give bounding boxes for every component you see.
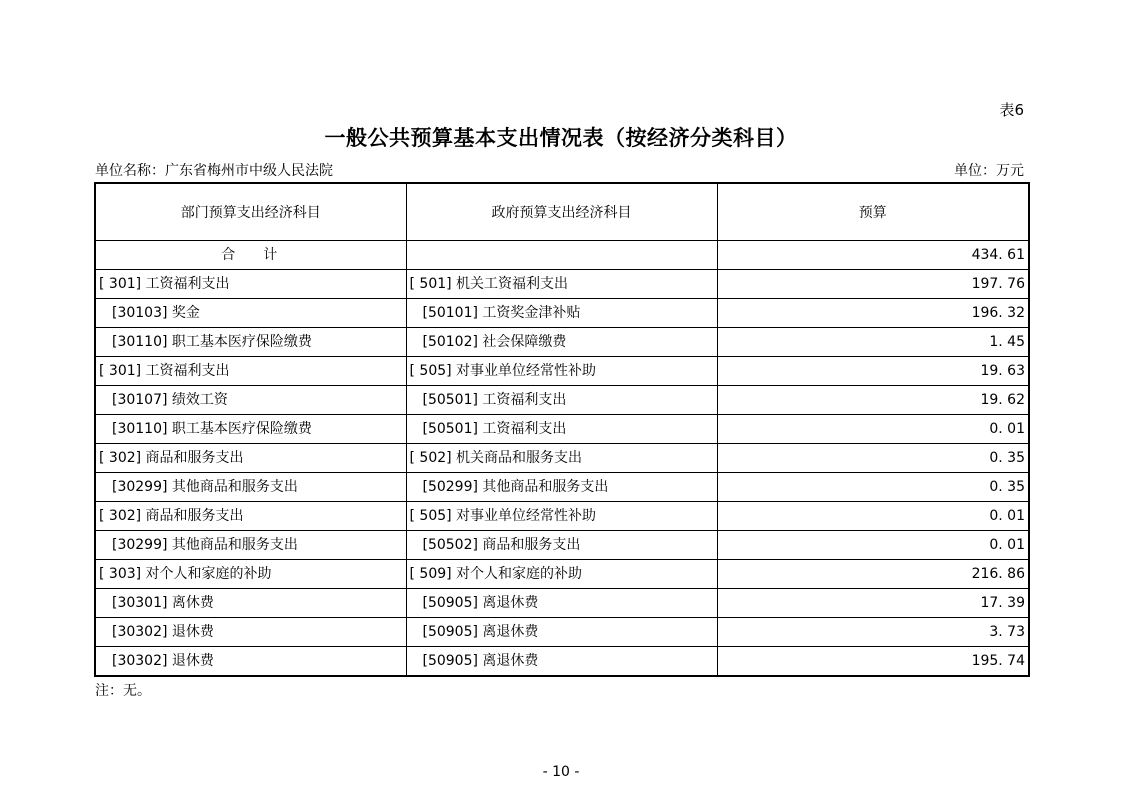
- cell-dept: [ 301] 工资福利支出: [95, 270, 406, 299]
- header-gov: 政府预算支出经济科目: [406, 183, 717, 241]
- header-dept: 部门预算支出经济科目: [95, 183, 406, 241]
- cell-dept: [30107] 绩效工资: [95, 386, 406, 415]
- table-row: [95, 328, 1029, 357]
- cell-dept: [ 302] 商品和服务支出: [95, 444, 406, 473]
- page-title: 一般公共预算基本支出情况表（按经济分类科目）: [324, 126, 798, 150]
- cell-amount: 0. 01: [717, 415, 1029, 444]
- table-row: [95, 473, 1029, 502]
- cell-amount: 19. 62: [717, 386, 1029, 415]
- cell-dept: [30103] 奖金: [95, 299, 406, 328]
- cell-gov: [50905] 离退休费: [406, 647, 717, 677]
- table-row: [95, 270, 1029, 299]
- cell-gov: [50502] 商品和服务支出: [406, 531, 717, 560]
- table-row: [95, 444, 1029, 473]
- note: 注：无。: [95, 683, 151, 699]
- table-row: [95, 589, 1029, 618]
- table-number: 表6: [999, 101, 1024, 119]
- cell-amount: 0. 35: [717, 444, 1029, 473]
- cell-amount: 3. 73: [717, 618, 1029, 647]
- cell-amount: 1. 45: [717, 328, 1029, 357]
- cell-amount: 19. 63: [717, 357, 1029, 386]
- cell-gov: [ 505] 对事业单位经常性补助: [406, 357, 717, 386]
- page-number: - 10 -: [542, 764, 580, 780]
- table-row: [95, 502, 1029, 531]
- budget-table: [94, 182, 1030, 677]
- table-row: [95, 299, 1029, 328]
- cell-dept: [30299] 其他商品和服务支出: [95, 531, 406, 560]
- cell-amount: 216. 86: [717, 560, 1029, 589]
- total-amount: 434. 61: [717, 241, 1029, 270]
- unit-label: 单位：万元: [954, 163, 1024, 179]
- cell-dept: [30110] 职工基本医疗保险缴费: [95, 415, 406, 444]
- cell-gov: [50905] 离退休费: [406, 589, 717, 618]
- cell-amount: 195. 74: [717, 647, 1029, 677]
- table-row: [95, 560, 1029, 589]
- cell-dept: [ 302] 商品和服务支出: [95, 502, 406, 531]
- table-row: [95, 531, 1029, 560]
- cell-gov: [ 502] 机关商品和服务支出: [406, 444, 717, 473]
- table-row: [95, 357, 1029, 386]
- cell-amount: 0. 01: [717, 502, 1029, 531]
- unit-name: 单位名称：广东省梅州市中级人民法院: [95, 163, 333, 179]
- total-label: 合计: [95, 241, 406, 270]
- table-header-row: [95, 183, 1029, 241]
- table-row: [95, 386, 1029, 415]
- cell-gov: [50101] 工资奖金津补贴: [406, 299, 717, 328]
- header-budget: 预算: [717, 183, 1029, 241]
- cell-amount: 0. 01: [717, 531, 1029, 560]
- table-row: [95, 415, 1029, 444]
- total-row: [95, 241, 1029, 270]
- table-row: [95, 618, 1029, 647]
- cell-amount: 17. 39: [717, 589, 1029, 618]
- cell-gov: [50299] 其他商品和服务支出: [406, 473, 717, 502]
- cell-gov: [50905] 离退休费: [406, 618, 717, 647]
- cell-amount: 0. 35: [717, 473, 1029, 502]
- cell-gov: [ 505] 对事业单位经常性补助: [406, 502, 717, 531]
- total-gov: [406, 241, 717, 270]
- cell-gov: [50102] 社会保障缴费: [406, 328, 717, 357]
- cell-dept: [30301] 离休费: [95, 589, 406, 618]
- table-row: [95, 647, 1029, 677]
- cell-gov: [50501] 工资福利支出: [406, 386, 717, 415]
- cell-amount: 196. 32: [717, 299, 1029, 328]
- cell-dept: [ 301] 工资福利支出: [95, 357, 406, 386]
- cell-dept: [30299] 其他商品和服务支出: [95, 473, 406, 502]
- cell-gov: [ 501] 机关工资福利支出: [406, 270, 717, 299]
- cell-dept: [ 303] 对个人和家庭的补助: [95, 560, 406, 589]
- cell-dept: [30302] 退休费: [95, 618, 406, 647]
- cell-dept: [30302] 退休费: [95, 647, 406, 677]
- cell-amount: 197. 76: [717, 270, 1029, 299]
- cell-dept: [30110] 职工基本医疗保险缴费: [95, 328, 406, 357]
- cell-gov: [50501] 工资福利支出: [406, 415, 717, 444]
- cell-gov: [ 509] 对个人和家庭的补助: [406, 560, 717, 589]
